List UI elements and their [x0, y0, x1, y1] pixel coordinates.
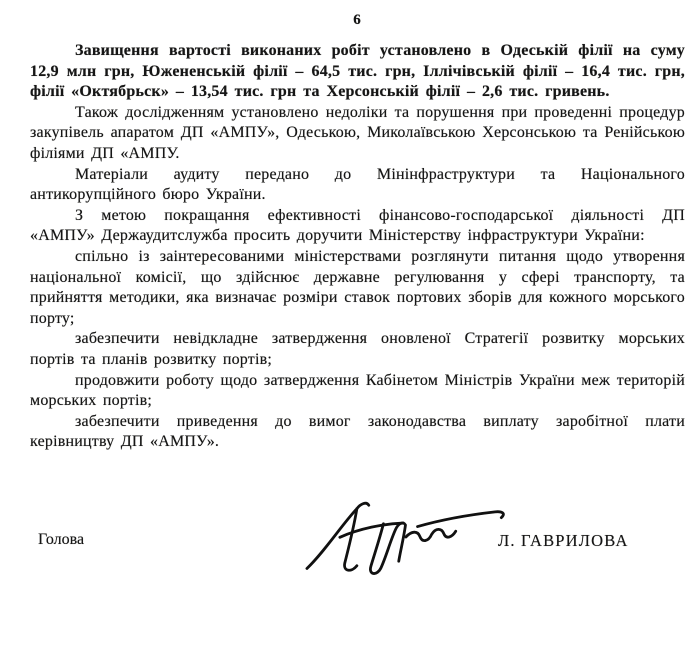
paragraph-audit-materials: Матеріали аудиту передано до Мінінфраструктури та Національного антикорупційного бюро України.	[30, 165, 685, 204]
signatory-name: Л. ГАВРИЛОВА	[498, 530, 629, 550]
paragraph-national-commission: спільно із заінтересованими міністерствами розглянути питання щодо утворення національної комісії, що здійснює державне регулювання у сфері транспорту, та прийняття методики, яка визначає розміри ставок портових зборів для кожного морського порту;	[30, 247, 685, 327]
paragraph-salary-compliance: забезпечити приведення до вимог законодавства виплату заробітної плати керівництву ДП «АМПУ».	[30, 412, 685, 451]
page-number: 6	[353, 12, 362, 28]
signature-block	[30, 493, 685, 593]
paragraph-port-territories: продовжити роботу щодо затвердження Кабінетом Міністрів України меж територій морських портів;	[30, 371, 685, 410]
handwritten-signature	[296, 491, 514, 588]
paragraph-ministry-request: З метою покращання ефективності фінансово-господарської діяльності ДП «АМПУ» Держаудитслужба просить доручити Міністерству інфраструктури України:	[30, 206, 685, 245]
paragraph-ports-strategy: забезпечити невідкладне затвердження оновленої Стратегії розвитку морських портів та планів розвитку портів;	[30, 330, 685, 368]
paragraph-overstated-costs: Завищення вартості виконаних робіт установлено в Одеській філії на суму 12,9 млн грн, Южененській філії – 64,5 тис. грн, Іллічівській філії – 16,4 тис. грн, філії «Октябрьск» – 13,54 тис. грн та Херсонській філії – 2,6 тис. гривень.	[30, 42, 685, 101]
signatory-role: Голова	[38, 530, 85, 548]
paragraph-procurement-violations: Також дослідженням установлено недоліки та порушення при проведенні процедур закупівель апаратом ДП «АМПУ», Одеською, Миколаївською Херсонською та Ренійською філіями ДП «АМПУ.	[30, 103, 685, 162]
